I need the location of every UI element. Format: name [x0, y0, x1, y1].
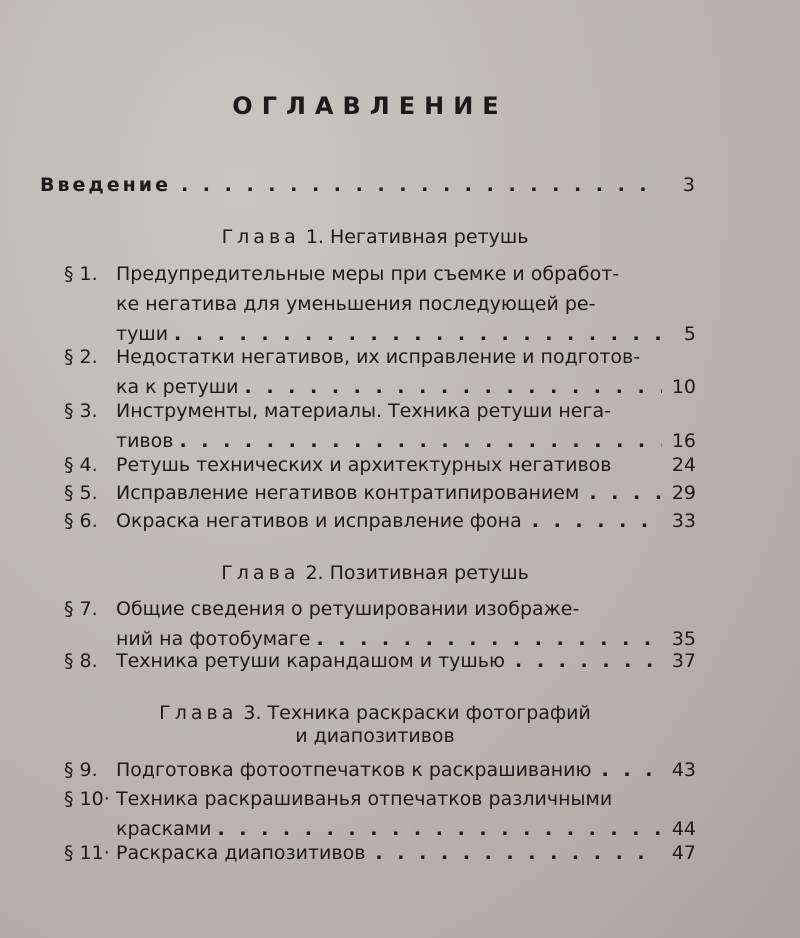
section-title-line: Подготовка фотоотпечатков к раскрашиванию: [116, 759, 592, 781]
section-title-line: Ретушь технических и архитектурных негативов: [116, 454, 612, 476]
toc-entry-9: [64, 755, 696, 785]
section-number: § 9.: [64, 759, 98, 781]
leader-dots: [515, 646, 660, 676]
section-title-line: Раскраска диапозитивов: [116, 842, 366, 864]
page-title: ОГЛАВЛЕНИЕ: [232, 92, 508, 120]
section-title-line: Техника раскрашиванья отпечатков различными: [116, 788, 613, 810]
toc-entry-3: [64, 396, 696, 456]
section-title-line: ка к ретуши: [116, 376, 239, 398]
toc-page-number: 44: [671, 818, 696, 840]
chapter-title: 3. Техника раскраски фотографий: [243, 702, 591, 724]
section-number: § 2.: [64, 346, 98, 368]
section-title-line: Недостатки негативов, их исправление и подготов-: [116, 346, 641, 368]
section-title-line: Предупредительные меры при съемке и обработ-: [116, 263, 620, 285]
chapter-word: Глава: [221, 226, 300, 248]
section-title-line: Инструменты, материалы. Техника ретуши нега-: [116, 400, 611, 422]
section-number: § 3.: [64, 400, 98, 422]
chapter-heading-1: [60, 226, 690, 248]
section-title-line: тивов: [116, 430, 174, 452]
section-title-line: ний на фотобумаге: [116, 628, 311, 650]
section-number: § 8.: [64, 650, 98, 672]
chapter-title: 1. Негативная ретушь: [305, 226, 529, 248]
section-number: § 7.: [64, 598, 98, 620]
toc-page-number: 37: [671, 650, 696, 672]
toc-intro-row: [40, 174, 695, 196]
toc-entry-2: [64, 342, 696, 402]
toc-page-number: 3: [682, 174, 695, 196]
section-title-line: туши: [116, 323, 169, 345]
leader-dots: [532, 506, 660, 536]
section-number: § 11·: [64, 842, 110, 864]
leader-dots: [602, 755, 660, 785]
section-title-line: Исправление негативов контратипированием: [116, 482, 580, 504]
section-title-line: Общие сведения о ретушировании изображе-: [116, 598, 580, 620]
toc-intro-label: Введение: [40, 174, 171, 196]
toc-page-number: 33: [671, 510, 696, 532]
toc-entry-6: [64, 506, 696, 536]
toc-page-number: 24: [671, 454, 696, 476]
section-title-line: Техника ретуши карандашом и тушью: [116, 650, 505, 672]
toc-entry-11: [64, 838, 696, 868]
chapter-heading-3-line-2: [60, 725, 690, 747]
toc-entry-10: [64, 784, 696, 844]
toc-page-number: 29: [671, 482, 696, 504]
chapter-title: и диапозитивов: [295, 725, 455, 747]
chapter-title: 2. Позитивная ретушь: [305, 562, 529, 584]
section-title-line: ке негатива для уменьшения последующей ре-: [116, 293, 596, 315]
toc-page-number: 43: [671, 759, 696, 781]
section-number: § 6.: [64, 510, 98, 532]
section-number: § 10·: [64, 788, 110, 810]
section-title-line: красками: [116, 818, 212, 840]
toc-entry-5: [64, 478, 696, 508]
toc-page-number: 35: [671, 628, 696, 650]
chapter-word: Глава: [159, 702, 238, 724]
section-number: § 1.: [64, 263, 98, 285]
leader-dots: [375, 838, 660, 868]
section-number: § 5.: [64, 482, 98, 504]
toc-page-number: 47: [671, 842, 696, 864]
chapter-heading-2: [60, 562, 690, 584]
toc-entry-1: [64, 259, 696, 349]
leader-dots: [181, 174, 659, 196]
toc-entry-8: [64, 646, 696, 676]
chapter-heading-3: [60, 702, 690, 724]
toc-entry-7: [64, 594, 696, 654]
section-title-line: Окраска негативов и исправление фона: [116, 510, 522, 532]
toc-page-number: 5: [683, 323, 696, 345]
toc-page-number: 10: [671, 376, 696, 398]
toc-entry-4: [64, 450, 696, 480]
toc-page-number: 16: [671, 430, 696, 452]
section-number: § 4.: [64, 454, 98, 476]
leader-dots: [589, 478, 660, 508]
chapter-word: Глава: [221, 562, 300, 584]
